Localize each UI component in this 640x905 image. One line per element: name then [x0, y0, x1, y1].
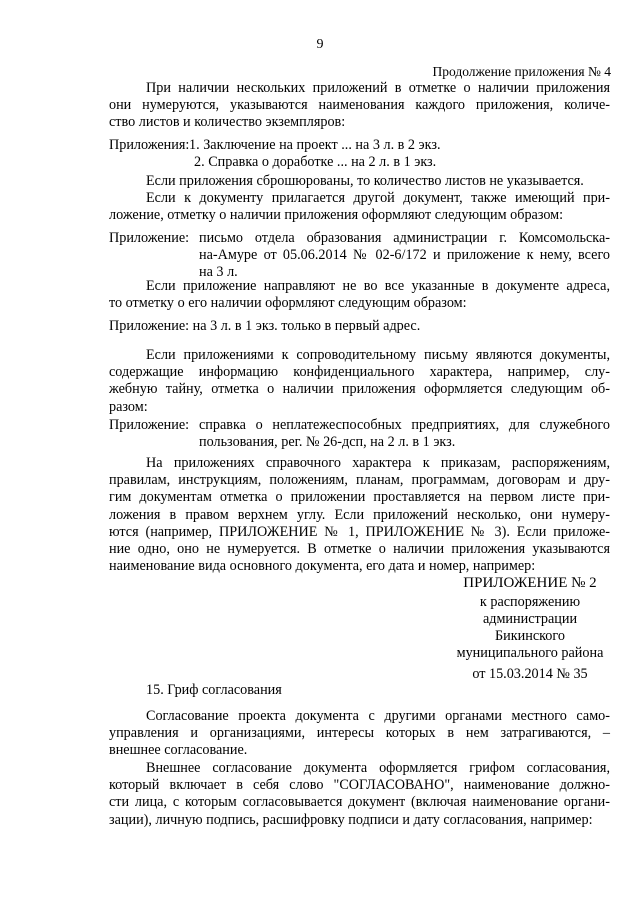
text-line: ство листов и количество экземпляров: [109, 114, 346, 131]
example-line: Приложение: на 3 л. в 1 экз. только в первый адрес. [109, 318, 421, 334]
text-line: внешнее согласование. [109, 742, 248, 759]
paragraph-nested-attachment [109, 190, 610, 224]
paragraph-confidential [109, 347, 610, 416]
section-title: 15. Гриф согласования [146, 682, 282, 698]
text-line: то отметку о его наличии оформляют следующим образом: [109, 295, 467, 312]
text-line: На приложениях справочного характера к приказам, распоряжениям, [146, 455, 610, 471]
example-line: пользования, рег. № 26-дсп, на 2 л. в 1 экз. [199, 434, 456, 451]
text-line: Если приложения сброшюрованы, то количество листов не указывается. [146, 173, 584, 189]
text-line: правилам, инструкциям, положениям, планам, программам, договорам и дру- [109, 472, 610, 489]
example-line: на 3 л. [199, 264, 238, 281]
text-line: При наличии нескольких приложений в отметке о наличии приложения [146, 80, 610, 96]
stamp-line: администрации [482, 611, 578, 627]
paragraph-external-approval [109, 708, 610, 760]
example-line: письмо отдела образования администрации г. Комсомольска- [199, 230, 610, 246]
example-line: на-Амуре от 05.06.2014 № 02-6/172 и приложение к нему, всего [199, 247, 610, 264]
text-line: Если к документу прилагается другой документ, также имеющий при- [146, 190, 610, 206]
example-label: Приложение: [109, 417, 190, 433]
text-line: жебную тайну, отметка о наличии приложения оформляется следующим об- [109, 381, 610, 398]
text-line: Согласование проекта документа с другими органами местного само- [146, 708, 610, 724]
text-line: который включает в себя слово "СОГЛАСОВАНО", наименование должно- [109, 777, 610, 794]
text-line: наименование вида основного документа, его дата и номер, например: [109, 558, 536, 575]
example-first-address [109, 318, 610, 335]
text-line: ложение, отметку о наличии приложения оформляют следующим образом: [109, 207, 564, 224]
text-line: управления и организациями, интересы которых в нем затрагиваются, – [109, 725, 610, 742]
stamp-heading: ПРИЛОЖЕНИЕ № 2 [463, 575, 597, 591]
paragraph-bound-attachments [109, 173, 610, 190]
text-line: ние одно, оно не нумеруется. В отметке о наличии приложения указываются [109, 541, 610, 558]
attachment-stamp [440, 575, 620, 683]
text-line: Если приложение направляют не во все указанные в документе адреса, [146, 278, 610, 294]
example-label: Приложение: [109, 230, 190, 246]
example-item: 2. Справка о доработке ... на 2 л. в 1 экз. [194, 154, 437, 171]
page-number: 9 [316, 37, 324, 52]
paragraph-multiple-attachments [109, 80, 610, 132]
stamp-date: от 15.03.2014 № 35 [472, 666, 588, 682]
text-line: они нумеруются, указываются наименования каждого приложения, количе- [109, 97, 610, 114]
section-heading [109, 682, 610, 699]
text-line: сти лица, с которым согласовывается документ (включая наименование органи- [109, 794, 610, 811]
example-line: справка о неплатежеспособных предприятиях, для служебного [199, 417, 610, 433]
example-label: Приложения: [109, 137, 190, 153]
text-line: Если приложениями к сопроводительному письму являются документы, [146, 347, 610, 363]
text-line: зации), личную подпись, расшифровку подписи и дату согласования, например: [109, 811, 593, 828]
paragraph-reference-attachments [109, 455, 610, 575]
paragraph-partial-addresses [109, 278, 610, 312]
text-line: Внешнее согласование документа оформляется грифом согласования, [146, 760, 610, 776]
continuation-note: Продолжение приложения № 4 [432, 64, 611, 79]
text-line: разом: [109, 398, 148, 415]
text-line: гим документам отметка о приложении проставляется на первом листе при- [109, 489, 610, 506]
text-line: содержащие информацию конфиденциального характера, например, слу- [109, 364, 610, 381]
text-line: ются (например, ПРИЛОЖЕНИЕ № 1, ПРИЛОЖЕНИЕ № 3). Если приложе- [109, 523, 610, 540]
stamp-line: к распоряжению [479, 594, 581, 610]
example-item: 1. Заключение на проект ... на 3 л. в 2 экз. [189, 137, 441, 153]
stamp-line: Бикинского [495, 628, 565, 644]
text-line: ложения в правом верхнем углу. Если приложений несколько, они нумеру- [109, 506, 610, 523]
stamp-line: муниципального района [456, 645, 604, 661]
paragraph-approval-stamp [109, 760, 610, 829]
